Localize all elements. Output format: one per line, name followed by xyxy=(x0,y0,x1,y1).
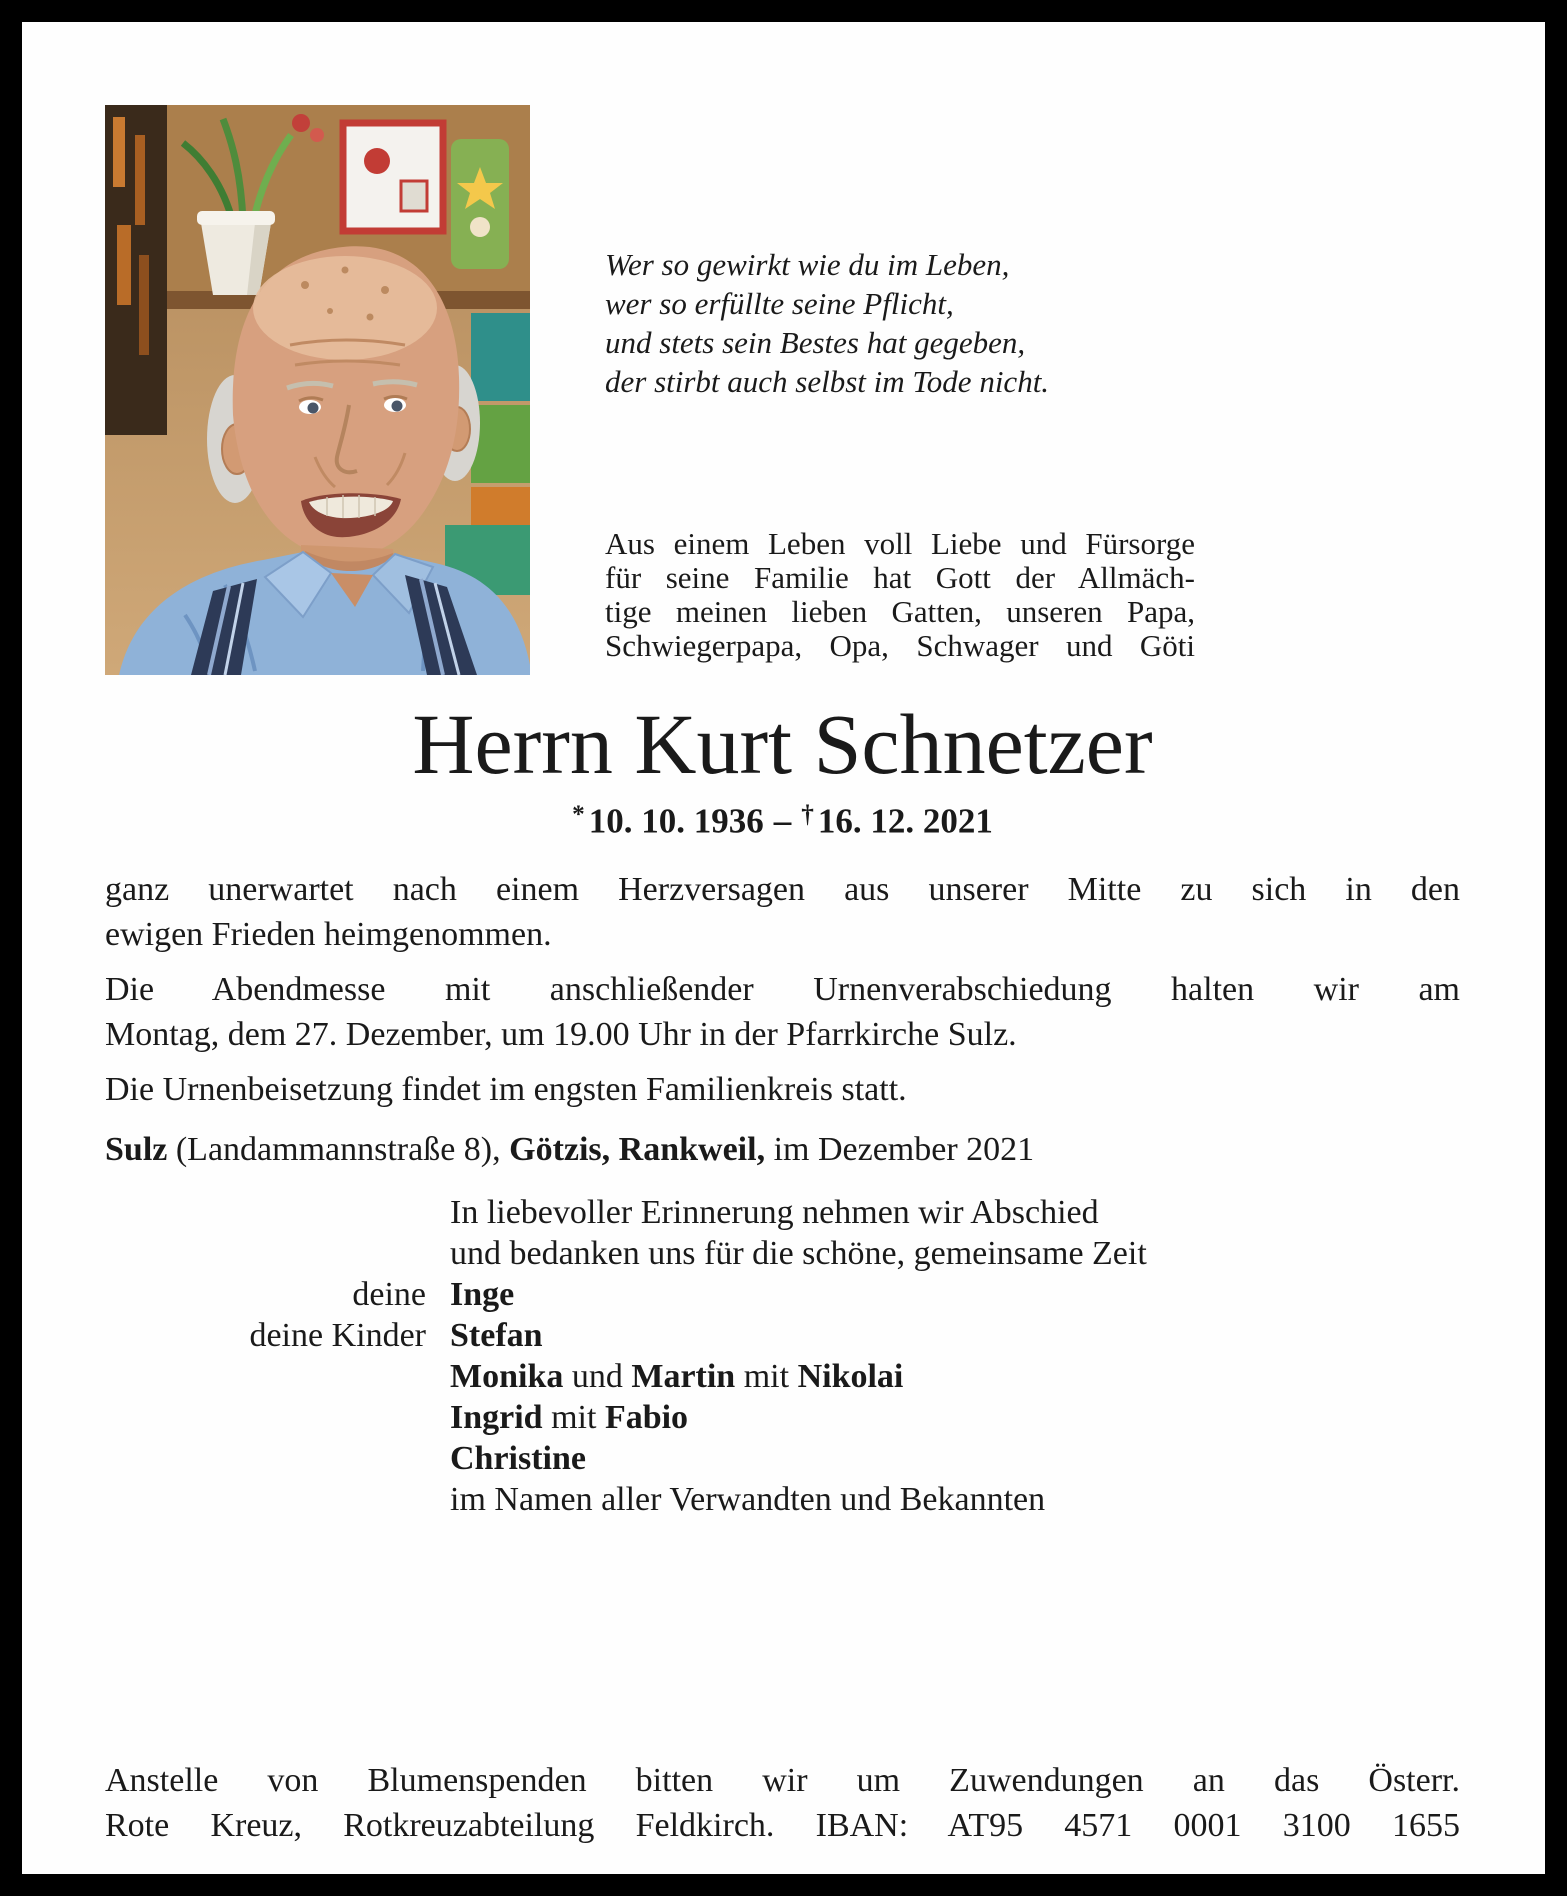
farewell-intro xyxy=(450,1192,1460,1274)
text-line: tige meinen lieben Gatten, unseren Papa, xyxy=(605,594,1195,629)
announcement-paragraph xyxy=(105,967,1460,1057)
top-section xyxy=(105,105,1460,675)
place-name: Sulz xyxy=(105,1131,168,1169)
text-segment: und xyxy=(563,1358,632,1396)
right-column xyxy=(605,105,1195,675)
announcement-text xyxy=(105,867,1460,1112)
intro-text xyxy=(605,527,1195,663)
mourner-names xyxy=(450,1315,1460,1356)
location-date-line xyxy=(105,1128,1460,1172)
death-symbol: † xyxy=(801,800,814,828)
birth-symbol: * xyxy=(572,800,585,828)
mourner-name: Nikolai xyxy=(797,1358,904,1396)
text-segment: (Landammannstraße 8), xyxy=(167,1131,510,1169)
text-line: für seine Familie hat Gott der Allmäch- xyxy=(605,560,1195,595)
mourner-name: Christine xyxy=(450,1440,586,1478)
farewell-section xyxy=(105,1192,1460,1520)
mourner-name: Monika xyxy=(450,1358,564,1396)
relation-label: deine xyxy=(352,1276,426,1314)
mourner-names xyxy=(450,1397,1460,1438)
text-line: und bedanken uns für die schöne, gemeinsame Zeit xyxy=(450,1235,1147,1273)
announcement-paragraph xyxy=(105,1067,1460,1112)
portrait-photo xyxy=(105,105,530,675)
text-segment: im Dezember 2021 xyxy=(765,1131,1035,1169)
text-segment: mit xyxy=(735,1358,798,1396)
text-line: Aus einem Leben voll Liebe und Fürsorge xyxy=(605,526,1195,561)
text-line: und stets sein Bestes hat gegeben, xyxy=(605,325,1026,360)
death-date: 16. 12. 2021 xyxy=(817,801,993,841)
portrait-photo-illustration xyxy=(105,105,530,675)
text-line: ewigen Frieden heimgenommen. xyxy=(105,916,552,954)
text-line: ganz unerwartet nach einem Herzversagen aus unserer Mitte zu sich in den xyxy=(105,871,1460,909)
text-line: Schwiegerpapa, Opa, Schwager und Göti xyxy=(605,628,1195,663)
relation-label xyxy=(105,1438,450,1479)
text-segment: mit xyxy=(542,1399,605,1437)
dates-separator: – xyxy=(773,801,792,841)
relation-label: deine Kinder xyxy=(249,1317,426,1355)
farewell-row xyxy=(105,1397,1460,1438)
farewell-row xyxy=(105,1274,1460,1315)
farewell-row xyxy=(105,1438,1460,1479)
birth-date: 10. 10. 1936 xyxy=(588,801,764,841)
mourner-name: Ingrid xyxy=(450,1399,543,1437)
text-line: wer so erfüllte seine Pflicht, xyxy=(605,286,954,321)
life-dates xyxy=(105,801,1460,842)
text-line: Wer so gewirkt wie du im Leben, xyxy=(605,247,1010,282)
memorial-poem xyxy=(605,245,1195,401)
text-line: In liebevoller Erinnerung nehmen wir Abschied xyxy=(450,1194,1099,1232)
mourner-name: Fabio xyxy=(604,1399,689,1437)
farewell-row xyxy=(105,1315,1460,1356)
donation-note xyxy=(105,1758,1460,1848)
text-line: Montag, dem 27. Dezember, um 19.00 Uhr in der Pfarrkirche Sulz. xyxy=(105,1016,1017,1054)
place-name: Götzis, Rankweil, xyxy=(509,1131,766,1169)
relation-label xyxy=(105,1397,450,1438)
text-line: Die Abendmesse mit anschließender Urnenverabschiedung halten wir am xyxy=(105,971,1460,1009)
mourner-names xyxy=(450,1356,1460,1397)
mourner-name: Martin xyxy=(631,1358,736,1396)
deceased-name: Herrn Kurt Schnetzer xyxy=(412,696,1153,792)
farewell-row xyxy=(105,1356,1460,1397)
text-line: Rote Kreuz, Rotkreuzabteilung Feldkirch. IBAN: AT95 4571 0001 3100 1655 xyxy=(105,1807,1460,1844)
mourner-name: Stefan xyxy=(450,1317,543,1355)
mourner-names xyxy=(450,1438,1460,1479)
text-line: der stirbt auch selbst im Tode nicht. xyxy=(605,364,1050,399)
relation-label xyxy=(105,1356,450,1397)
mourner-name: Inge xyxy=(450,1276,515,1314)
obituary-sheet xyxy=(22,22,1545,1874)
farewell-closing: im Namen aller Verwandten und Bekannten xyxy=(450,1481,1046,1519)
text-line: Die Urnenbeisetzung findet im engsten Familienkreis statt. xyxy=(105,1071,907,1109)
announcement-paragraph xyxy=(105,867,1460,957)
mourner-names xyxy=(450,1274,1460,1315)
text-line: Anstelle von Blumenspenden bitten wir um Zuwendungen an das Österr. xyxy=(105,1762,1460,1799)
farewell-rows xyxy=(105,1274,1460,1479)
